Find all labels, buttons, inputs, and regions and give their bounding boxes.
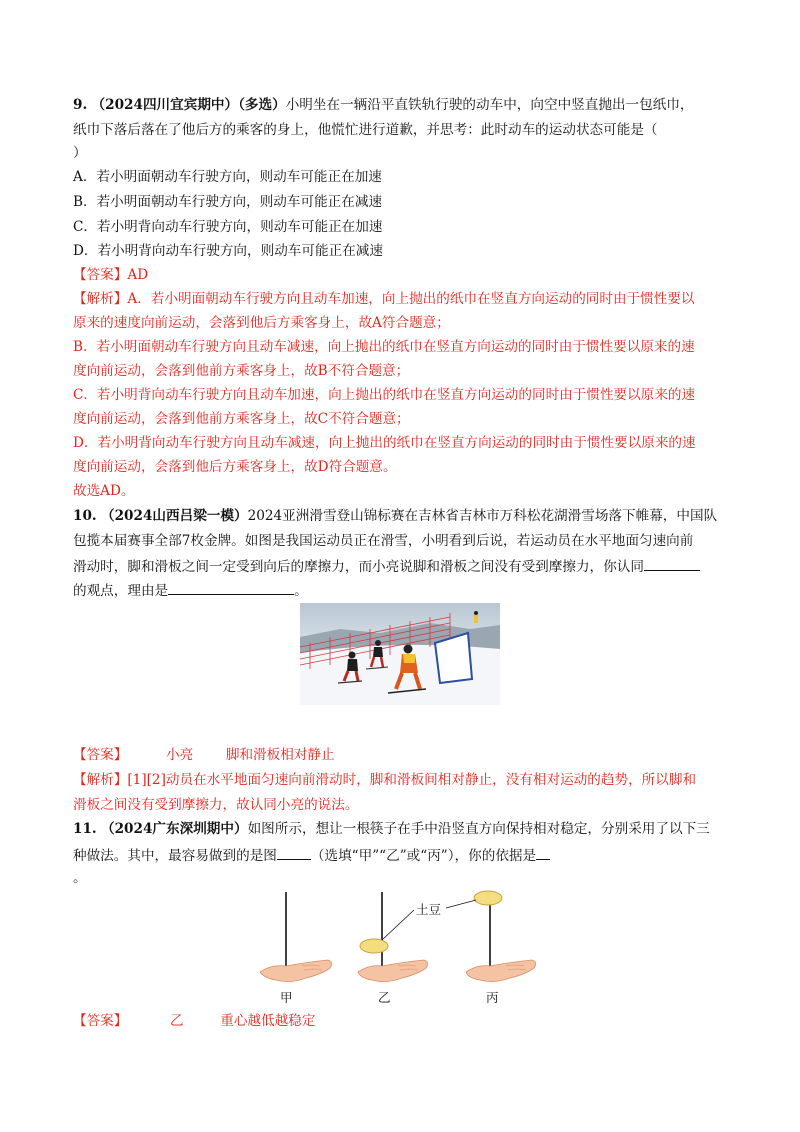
q10-stem-line-4 [73,580,308,600]
q11-answer-value-1: 乙 [170,1013,184,1029]
q10-stem-text-1: 2024亚洲滑雪登山锦标赛在吉林省吉林市万科松花湖滑雪场落下帷幕，中国队 [247,508,718,524]
q9-stem-line-1 [73,96,694,114]
q9-analysis-line-6: 度向前运动，会落到他前方乘客身上，故C不符合题意； [73,411,410,427]
q10-stem-line-2: 包揽本届赛事全部7枚金牌。如图是我国运动员正在滑雪，小明看到后说，若运动员在水平地面匀速向前 [73,533,694,549]
q10-stem-text-3: 滑动时，脚和滑板之间一定受到向后的摩擦力，而小亮说脚和滑板之间没有受到摩擦力，你认同 [73,559,644,575]
q10-stem-text-4a: 的观点，理由是 [73,583,169,599]
q11-answer-label: 【答案】 [73,1013,128,1029]
q9-analysis-line-2: 原来的速度向前运动，会落到他后方乘客身上，故A符合题意； [73,315,450,331]
q10-analysis-text-1: [1][2]动员在水平地面匀速向前滑动时，脚和滑板间相对静止，没有相对运动的趋势，所以脚和 [127,772,697,788]
q10-stem-text-4b: 。 [294,583,308,599]
q9-analysis-label: 【解析】 [73,291,128,307]
q10-blank-2[interactable] [168,580,294,595]
q9-analysis-line-5: C．若小明背向动车行驶方向且动车加速，向上抛出的纸巾在竖直方向运动的同时由于惯性要以原来的速 [73,387,696,403]
chopstick-figure-graphic [250,880,550,1002]
q11-source: （2024广东深圳期中） [100,821,248,837]
q9-type: （多选） [238,97,286,113]
q9-stem-line-3: ） [73,145,87,161]
q10-answer-value-1: 小亮 [166,747,194,763]
fig-label-potato: 土豆 [416,902,442,917]
q10-blank-1[interactable] [644,556,700,571]
q11-blank-1[interactable] [277,845,311,860]
q9-number: 9. [73,97,88,113]
q9-analysis-text-1: A．若小明面朝动车行驶方向且动车加速，向上抛出的纸巾在竖直方向运动的同时由于惯性要以 [127,291,695,307]
q9-option-c: C．若小明背向动车行驶方向，则动车可能正在加速 [73,219,383,235]
q11-answer-value-2: 重心越低越稳定 [220,1013,316,1029]
q11-stem-text-2a: 种做法。其中，最容易做到的是图 [73,848,277,864]
q9-stem-text-1: 小明坐在一辆沿平直铁轨行驶的动车中，向空中竖直抛出一包纸巾， [285,97,694,113]
q11-blank-2[interactable] [536,845,550,860]
q11-stem-line-2 [73,845,550,865]
q9-analysis-line-1 [73,290,695,308]
q10-answer [73,746,335,764]
q11-stem-text-2b: （选填“甲”“乙”或“丙”），你的依据是 [310,848,537,864]
q9-option-d: D．若小明背向动车行驶方向，则动车可能正在减速 [73,243,383,259]
q10-analysis-line-2: 滑板之间没有受到摩擦力，故认同小亮的说法。 [73,797,359,813]
q10-stem-line-1 [73,507,717,525]
q9-answer [73,266,148,284]
q9-option-b: B．若小明面朝动车行驶方向，则动车可能正在减速 [73,194,383,210]
q11-answer [73,1012,315,1030]
skiing-photo [300,603,500,705]
q9-analysis-line-4: 度向前运动，会落到他前方乘客身上，故B不符合题意； [73,363,410,379]
q10-analysis-line-1 [73,771,696,789]
q9-stem-line-2: 纸巾下落后落在了他后方的乘客的身上，他慌忙进行道歉，并思考：此时动车的运动状态可能是（ [73,122,658,138]
q11-stem-line-1 [73,820,710,838]
q11-number: 11. [73,821,97,837]
q10-stem-line-3 [73,556,700,576]
q10-number: 10. [73,508,97,524]
q11-stem-line-3: 。 [73,870,87,886]
q9-conclusion: 故选AD。 [73,483,135,499]
q9-answer-label: 【答案】 [73,267,128,283]
chopstick-figure [250,880,550,1005]
q9-source: （2024四川宜宾期中） [91,97,239,113]
q9-analysis-line-8: 度向前运动，会落到他后方乘客身上，故D符合题意。 [73,459,397,475]
q11-stem-text-1: 如图所示，想让一根筷子在手中沿竖直方向保持相对稳定，分别采用了以下三 [247,821,710,837]
q9-analysis-line-7: D．若小明背向动车行驶方向且动车减速，向上抛出的纸巾在竖直方向运动的同时由于惯性要以原来的速 [73,435,696,451]
fig-label-yi: 乙 [378,990,391,1005]
q10-analysis-label: 【解析】 [73,772,128,788]
skiing-photo-graphic [300,603,500,705]
fig-label-bing: 丙 [486,990,499,1005]
q10-answer-label: 【答案】 [73,747,128,763]
fig-label-jia: 甲 [280,990,293,1005]
q9-option-a: A．若小明面朝动车行驶方向，则动车可能正在加速 [73,169,382,185]
q10-answer-value-2: 脚和滑板相对静止 [225,747,335,763]
q9-analysis-line-3: B．若小明面朝动车行驶方向且动车减速，向上抛出的纸巾在竖直方向运动的同时由于惯性要以原来的速 [73,339,695,355]
q9-answer-value: AD [127,267,149,283]
q10-source: （2024山西吕梁一模） [100,508,248,524]
